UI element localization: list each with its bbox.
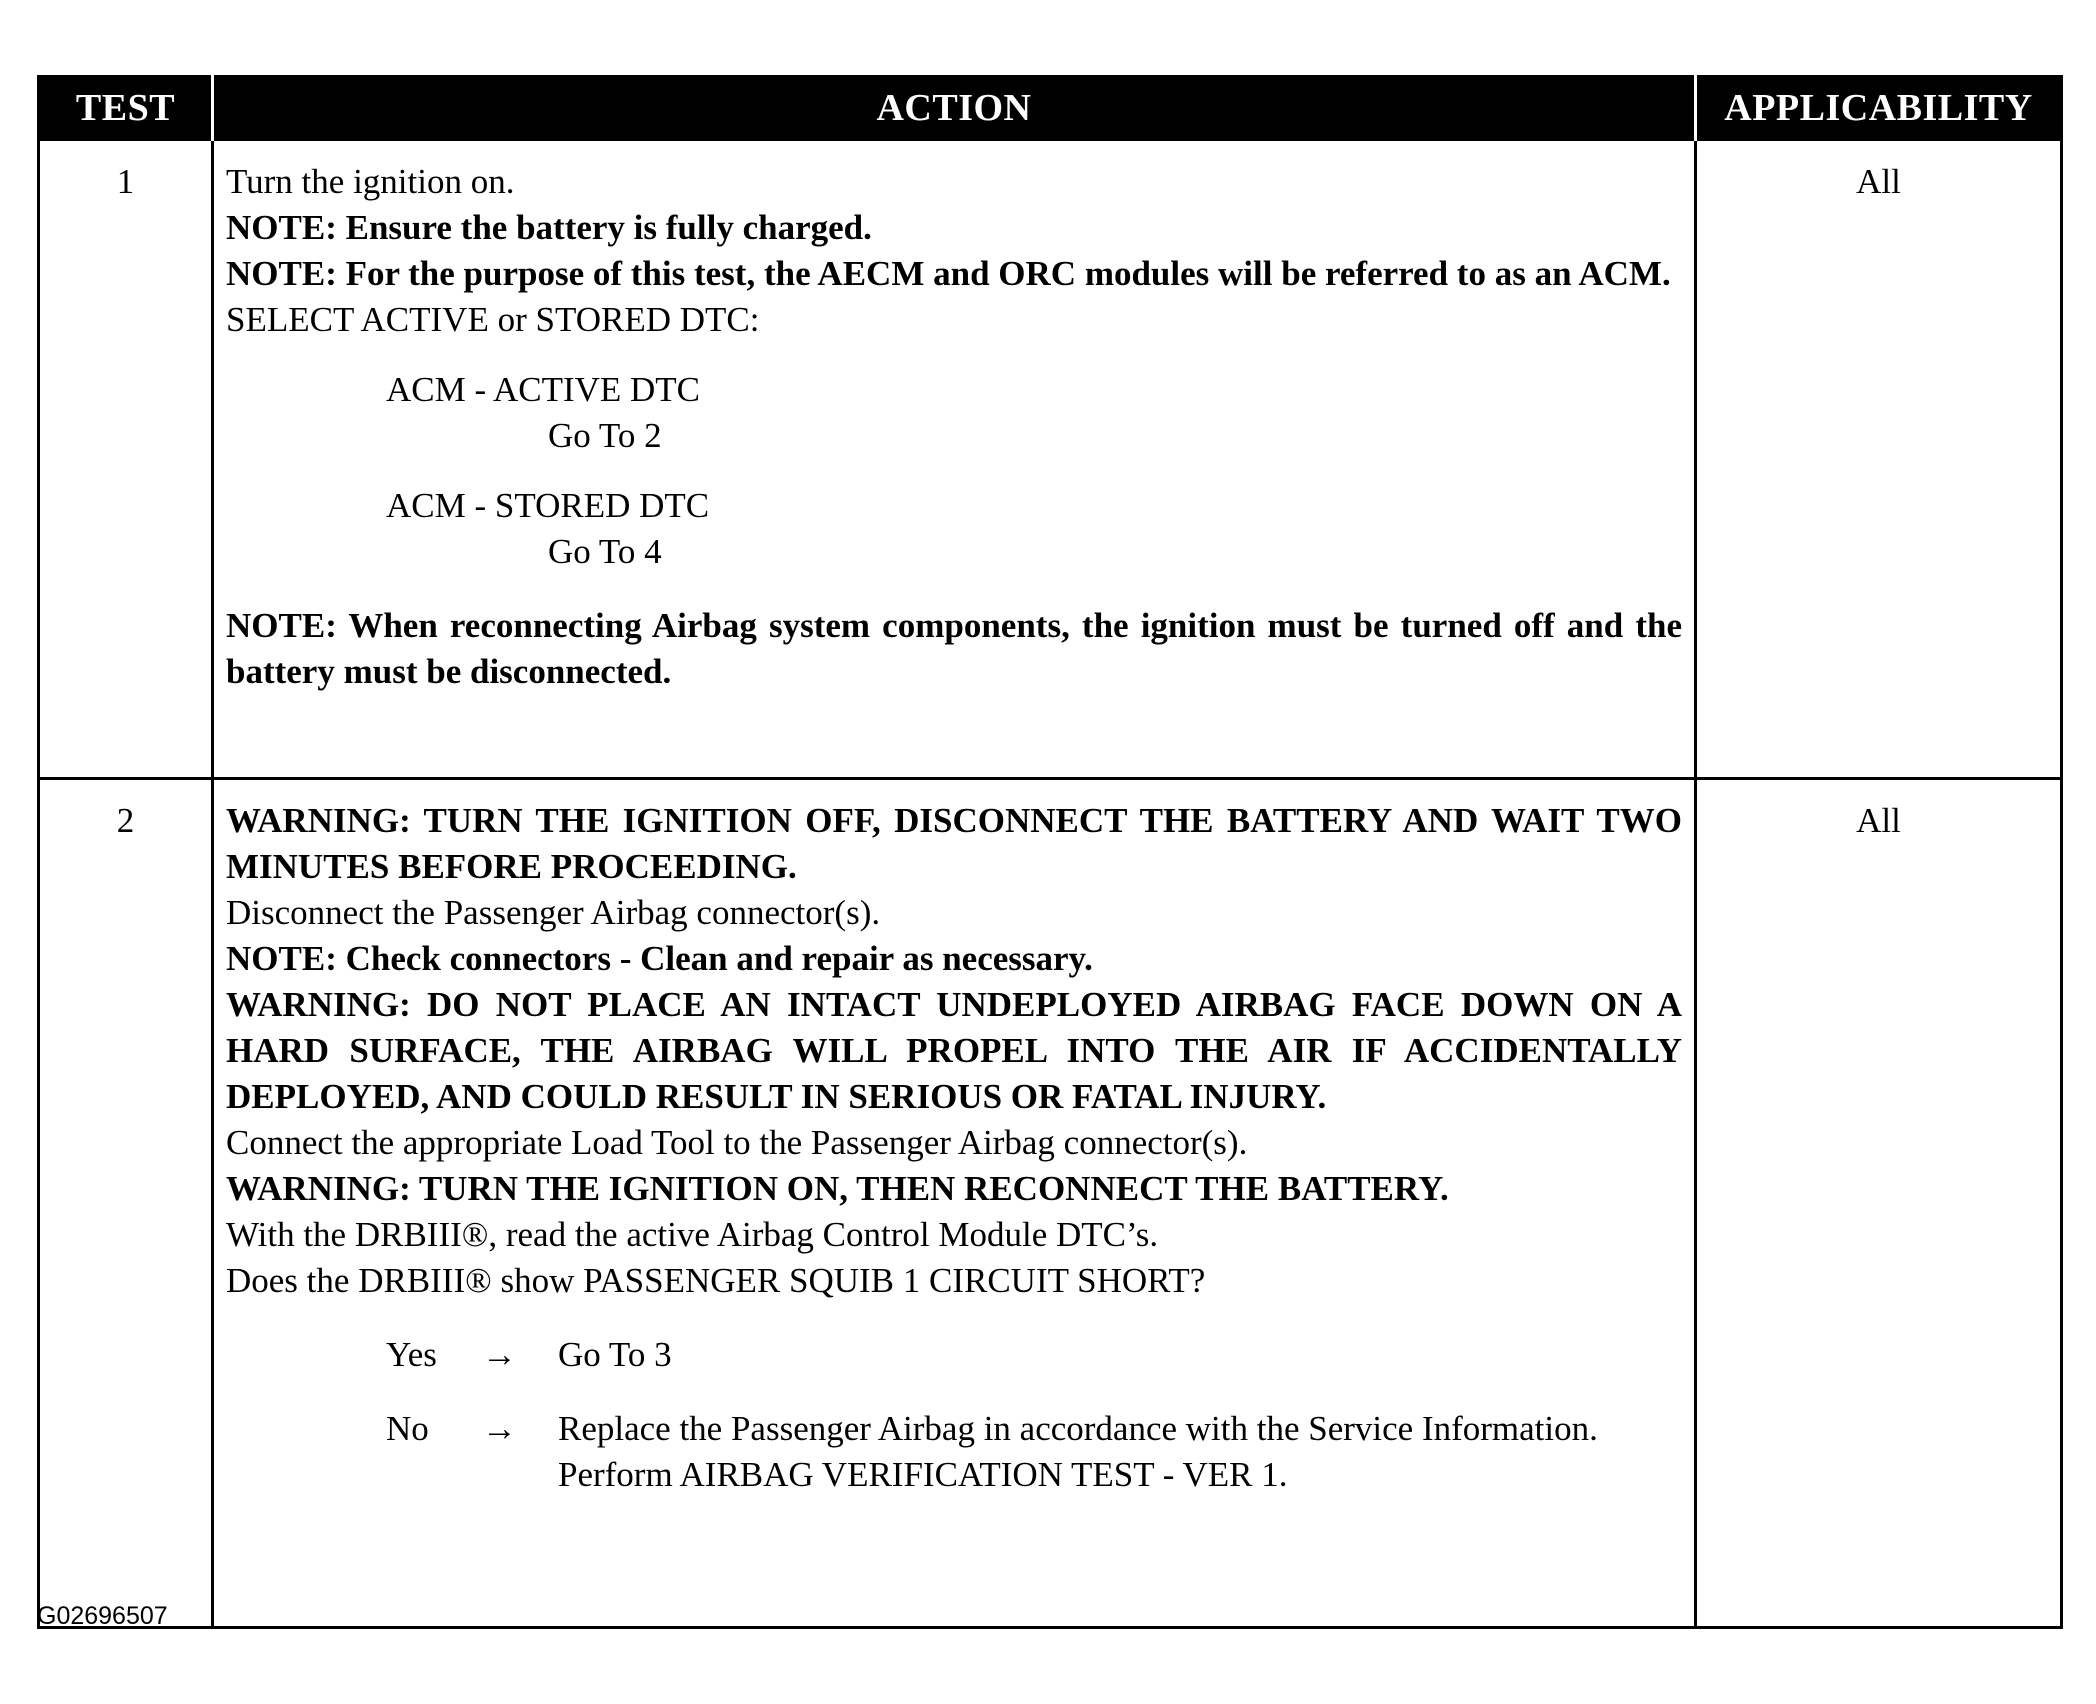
diagnostic-table-container: [37, 75, 2060, 1629]
applicability-value: All: [1696, 779, 2062, 1628]
figure-id: G02696507: [37, 1602, 168, 1630]
goto-link-test-3[interactable]: Go To 3: [558, 1335, 672, 1374]
table-row-test-1: [39, 140, 2062, 779]
choice-label-active-dtc: ACM - ACTIVE DTC: [386, 370, 701, 409]
note-text: NOTE: When reconnecting Airbag system components, the ignition must be turned off and the battery must be disconnected.: [226, 606, 1682, 691]
arrow-right-icon: →: [482, 1409, 517, 1448]
choice-label-stored-dtc: ACM - STORED DTC: [386, 486, 710, 525]
header-test: TEST: [39, 77, 213, 140]
action-cell: [213, 779, 1696, 1628]
header-applicability: APPLICABILITY: [1696, 77, 2062, 140]
warning-text: WARNING: DO NOT PLACE AN INTACT UNDEPLOYED AIRBAG FACE DOWN ON A HARD SURFACE, THE AIRBAG WILL PROPEL INTO THE AIR IF ACCIDENTALLY DEPLOYED, AND COULD RESULT IN SERIOUS OR FATAL INJURY.: [226, 985, 1682, 1116]
warning-text: WARNING: TURN THE IGNITION ON, THEN RECONNECT THE BATTERY.: [226, 1169, 1449, 1208]
applicability-value: All: [1696, 140, 2062, 779]
action-cell: [213, 140, 1696, 779]
header-action: ACTION: [213, 77, 1696, 140]
branch-label-no: No: [386, 1409, 429, 1448]
verification-test-text: Perform AIRBAG VERIFICATION TEST - VER 1.: [558, 1455, 1288, 1494]
goto-link-test-2[interactable]: Go To 2: [548, 416, 662, 455]
action-step: With the DRBIII®, read the active Airbag Control Module DTC’s.: [226, 1215, 1159, 1254]
branch-label-yes: Yes: [386, 1335, 437, 1374]
note-text: NOTE: For the purpose of this test, the AECM and ORC modules will be referred to as an ACM.: [226, 254, 1671, 293]
warning-text: WARNING: TURN THE IGNITION OFF, DISCONNECT THE BATTERY AND WAIT TWO MINUTES BEFORE PROCEEDING.: [226, 801, 1682, 886]
diagnostic-test-table: [37, 75, 2063, 1629]
action-step: Turn the ignition on.: [226, 162, 515, 201]
test-number: 2: [39, 779, 213, 1628]
question-text: Does the DRBIII® show PASSENGER SQUIB 1 CIRCUIT SHORT?: [226, 1261, 1206, 1300]
action-step: Disconnect the Passenger Airbag connector(s).: [226, 893, 881, 932]
action-step: Connect the appropriate Load Tool to the Passenger Airbag connector(s).: [226, 1123, 1248, 1162]
test-number: 1: [39, 140, 213, 779]
branch-yes: [386, 1332, 1682, 1378]
branch-no: [386, 1406, 1682, 1498]
note-text: NOTE: Check connectors - Clean and repair as necessary.: [226, 939, 1093, 978]
table-header-row: [39, 77, 2062, 140]
branch-no-text: Replace the Passenger Airbag in accordance with the Service Information.: [558, 1409, 1598, 1448]
note-text: NOTE: Ensure the battery is fully charged.: [226, 208, 872, 247]
table-row-test-2: [39, 779, 2062, 1628]
arrow-right-icon: →: [482, 1335, 517, 1374]
action-step: SELECT ACTIVE or STORED DTC:: [226, 300, 760, 339]
branch-no-instructions: [558, 1406, 1682, 1498]
goto-link-test-4[interactable]: Go To 4: [548, 532, 662, 571]
